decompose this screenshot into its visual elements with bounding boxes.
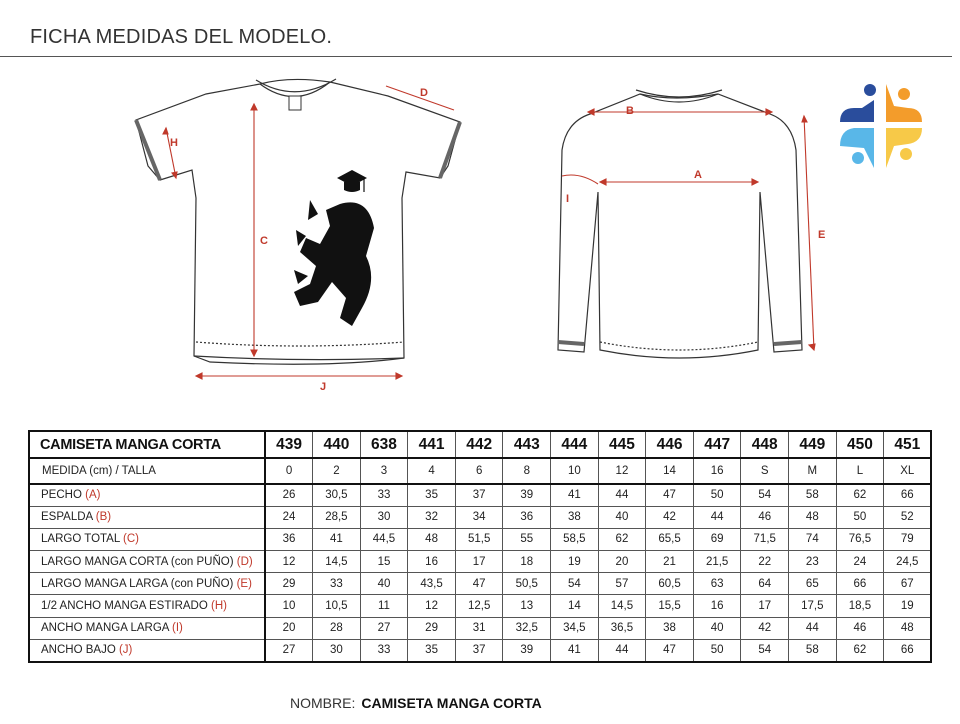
measure-value: 46 [836, 617, 884, 639]
measure-value: 37 [455, 639, 503, 661]
model-code: 439 [265, 431, 313, 458]
measure-value: 48 [789, 506, 837, 528]
measure-label-cell [29, 617, 265, 639]
measure-value: 14 [551, 595, 599, 617]
measure-value: 58,5 [551, 528, 599, 550]
measure-value: 41 [551, 484, 599, 506]
measure-value: 32 [408, 506, 456, 528]
measure-label: ANCHO BAJO [41, 644, 116, 657]
talla-cell: 12 [598, 458, 646, 484]
measure-value: 54 [741, 639, 789, 661]
measure-letter-c: C [260, 235, 268, 247]
measure-value: 62 [836, 639, 884, 661]
measure-value: 14,5 [313, 551, 361, 573]
measure-letter-b: B [626, 105, 634, 117]
measure-value: 44 [598, 639, 646, 661]
measure-value: 47 [646, 484, 694, 506]
measure-value: 17 [741, 595, 789, 617]
measure-letter-d: D [420, 87, 428, 99]
measure-value: 12 [408, 595, 456, 617]
measure-value: 66 [836, 573, 884, 595]
measure-value: 13 [503, 595, 551, 617]
measure-value: 27 [360, 617, 408, 639]
measure-value: 24,5 [884, 551, 932, 573]
talla-cell: 6 [455, 458, 503, 484]
measure-value: 14,5 [598, 595, 646, 617]
measure-value: 33 [360, 639, 408, 661]
measure-value: 54 [741, 484, 789, 506]
measure-value: 42 [646, 506, 694, 528]
measure-value: 54 [551, 573, 599, 595]
measure-value: 33 [360, 484, 408, 506]
graduation-cap-icon [337, 170, 367, 192]
four-figures-logo-icon [836, 84, 926, 168]
measure-value: 35 [408, 484, 456, 506]
measure-value: 28,5 [313, 506, 361, 528]
measure-code: (I) [172, 622, 183, 635]
measure-row [29, 506, 931, 528]
measure-value: 57 [598, 573, 646, 595]
measure-value: 18,5 [836, 595, 884, 617]
measure-value: 74 [789, 528, 837, 550]
model-code: 443 [503, 431, 551, 458]
sweatshirt-measurement-diagram [540, 80, 840, 380]
measure-letter-j: J [320, 381, 327, 393]
measure-value: 21,5 [693, 551, 741, 573]
footer-name-value: CAMISETA MANGA CORTA [361, 695, 542, 711]
measure-value: 30 [313, 639, 361, 661]
talla-row [29, 458, 931, 484]
measure-value: 18 [503, 551, 551, 573]
measure-value: 40 [693, 617, 741, 639]
measure-value: 42 [741, 617, 789, 639]
measure-value: 17,5 [789, 595, 837, 617]
model-code: 447 [693, 431, 741, 458]
measure-value: 76,5 [836, 528, 884, 550]
measure-value: 15,5 [646, 595, 694, 617]
talla-label: MEDIDA (cm) / TALLA [29, 458, 265, 484]
measure-value: 16 [408, 551, 456, 573]
measure-value: 51,5 [455, 528, 503, 550]
measure-row [29, 528, 931, 550]
measure-value: 31 [455, 617, 503, 639]
measure-value: 20 [598, 551, 646, 573]
measure-value: 19 [884, 595, 932, 617]
measure-code: (E) [236, 577, 252, 590]
measure-value: 15 [360, 551, 408, 573]
measure-value: 11 [360, 595, 408, 617]
measure-value: 34 [455, 506, 503, 528]
talla-cell: S [741, 458, 789, 484]
measure-label-cell [29, 595, 265, 617]
measure-value: 39 [503, 484, 551, 506]
page-title: FICHA MEDIDAS DEL MODELO. [30, 26, 333, 48]
measure-label: 1/2 ANCHO MANGA ESTIRADO [41, 600, 208, 613]
measure-label-cell [29, 484, 265, 506]
measure-code: (B) [95, 511, 112, 524]
model-code: 444 [551, 431, 599, 458]
measure-value: 79 [884, 528, 932, 550]
footer-name-label: NOMBRE: [290, 695, 356, 711]
measure-value: 44,5 [360, 528, 408, 550]
measure-row [29, 551, 931, 573]
measure-value: 44 [693, 506, 741, 528]
measure-label: LARGO TOTAL [41, 533, 120, 546]
measure-value: 62 [836, 484, 884, 506]
measure-letter-i: I [566, 193, 570, 205]
tshirt-measurement-diagram [130, 70, 470, 400]
measure-value: 50,5 [503, 573, 551, 595]
measure-value: 30 [360, 506, 408, 528]
measure-code: (H) [211, 600, 227, 613]
measure-value: 23 [789, 551, 837, 573]
measure-value: 46 [741, 506, 789, 528]
measure-code: (C) [123, 533, 139, 546]
measure-value: 40 [598, 506, 646, 528]
measure-value: 41 [313, 528, 361, 550]
model-code: 440 [313, 431, 361, 458]
measure-label: PECHO [41, 489, 82, 502]
measure-value: 19 [551, 551, 599, 573]
measure-value: 32,5 [503, 617, 551, 639]
measure-row [29, 595, 931, 617]
measure-label: ANCHO MANGA LARGA [41, 622, 169, 635]
measure-value: 44 [598, 484, 646, 506]
measure-value: 38 [646, 617, 694, 639]
model-code: 450 [836, 431, 884, 458]
measure-value: 17 [455, 551, 503, 573]
model-code: 448 [741, 431, 789, 458]
measure-value: 67 [884, 573, 932, 595]
measure-value: 10,5 [313, 595, 361, 617]
footer-model-name [290, 695, 542, 711]
measure-value: 36 [265, 528, 313, 550]
measure-value: 36,5 [598, 617, 646, 639]
talla-cell: 2 [313, 458, 361, 484]
measure-row [29, 573, 931, 595]
measure-value: 29 [265, 573, 313, 595]
measure-value: 22 [741, 551, 789, 573]
measure-value: 35 [408, 639, 456, 661]
measure-value: 50 [693, 484, 741, 506]
model-code: 449 [789, 431, 837, 458]
talla-cell: 8 [503, 458, 551, 484]
measure-value: 44 [789, 617, 837, 639]
talla-cell: XL [884, 458, 932, 484]
measure-value: 24 [836, 551, 884, 573]
model-code: 451 [884, 431, 932, 458]
measure-value: 65 [789, 573, 837, 595]
talla-cell: M [789, 458, 837, 484]
measure-value: 20 [265, 617, 313, 639]
measure-code: (A) [85, 489, 101, 502]
measure-letter-a: A [694, 169, 702, 181]
measure-label: LARGO MANGA LARGA (con PUÑO) [41, 577, 234, 590]
measure-value: 21 [646, 551, 694, 573]
measure-label-cell [29, 573, 265, 595]
measure-value: 36 [503, 506, 551, 528]
measure-label-cell [29, 551, 265, 573]
measure-value: 58 [789, 484, 837, 506]
neck-label-icon [289, 96, 301, 110]
measure-value: 27 [265, 639, 313, 661]
measure-value: 55 [503, 528, 551, 550]
measure-letter-h: H [170, 137, 178, 149]
measure-value: 48 [884, 617, 932, 639]
measure-value: 48 [408, 528, 456, 550]
measure-value: 66 [884, 639, 932, 661]
measure-value: 40 [360, 573, 408, 595]
measure-value: 24 [265, 506, 313, 528]
measure-value: 39 [503, 639, 551, 661]
measure-value: 64 [741, 573, 789, 595]
measure-value: 65,5 [646, 528, 694, 550]
size-chart-table [28, 430, 932, 663]
measure-value: 63 [693, 573, 741, 595]
talla-cell: 16 [693, 458, 741, 484]
measure-value: 37 [455, 484, 503, 506]
model-label: CAMISETA MANGA CORTA [29, 431, 265, 458]
model-codes-row [29, 431, 931, 458]
measure-letter-e: E [818, 229, 826, 241]
talla-cell: 14 [646, 458, 694, 484]
measure-label-cell [29, 639, 265, 661]
measure-row [29, 617, 931, 639]
talla-cell: 0 [265, 458, 313, 484]
talla-cell: L [836, 458, 884, 484]
measure-value: 41 [551, 639, 599, 661]
title-divider [0, 56, 952, 57]
measure-value: 60,5 [646, 573, 694, 595]
measure-row [29, 639, 931, 661]
rampant-lion-icon [294, 200, 374, 326]
talla-cell: 3 [360, 458, 408, 484]
measure-value: 47 [455, 573, 503, 595]
measure-value: 16 [693, 595, 741, 617]
measure-value: 12,5 [455, 595, 503, 617]
measure-label-cell [29, 528, 265, 550]
measure-value: 10 [265, 595, 313, 617]
measure-value: 30,5 [313, 484, 361, 506]
measure-value: 58 [789, 639, 837, 661]
measure-value: 29 [408, 617, 456, 639]
model-code: 442 [455, 431, 503, 458]
measure-value: 69 [693, 528, 741, 550]
measure-code: (D) [236, 555, 253, 568]
measure-label-cell [29, 506, 265, 528]
model-code: 445 [598, 431, 646, 458]
model-code: 638 [360, 431, 408, 458]
measure-value: 12 [265, 551, 313, 573]
model-code: 446 [646, 431, 694, 458]
measure-value: 47 [646, 639, 694, 661]
measure-value: 52 [884, 506, 932, 528]
measure-value: 33 [313, 573, 361, 595]
measure-value: 34,5 [551, 617, 599, 639]
measure-value: 62 [598, 528, 646, 550]
measure-value: 50 [836, 506, 884, 528]
measure-value: 28 [313, 617, 361, 639]
measure-value: 66 [884, 484, 932, 506]
talla-cell: 4 [408, 458, 456, 484]
measure-value: 38 [551, 506, 599, 528]
measure-label: ESPALDA [41, 511, 93, 524]
measure-row [29, 484, 931, 506]
talla-cell: 10 [551, 458, 599, 484]
measure-value: 50 [693, 639, 741, 661]
measure-code: (J) [118, 644, 133, 657]
measure-value: 71,5 [741, 528, 789, 550]
measure-label: LARGO MANGA CORTA (con PUÑO) [41, 555, 234, 568]
measure-value: 26 [265, 484, 313, 506]
model-code: 441 [408, 431, 456, 458]
measure-value: 43,5 [408, 573, 456, 595]
